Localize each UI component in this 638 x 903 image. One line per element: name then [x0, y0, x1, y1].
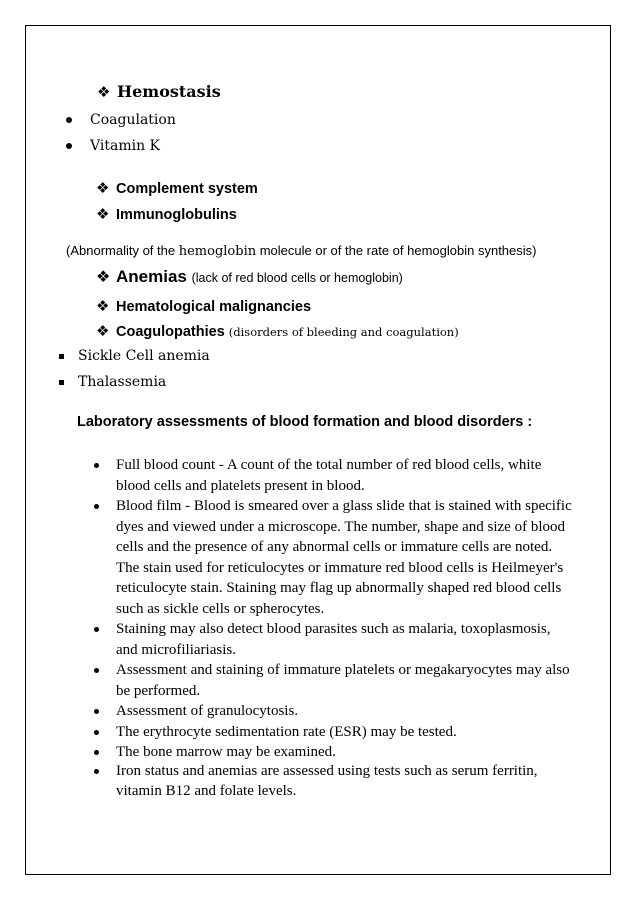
list-item	[92, 701, 572, 722]
list-item	[92, 722, 572, 743]
anemias-heading	[96, 267, 403, 287]
list-item-text: The erythrocyte sedimentation rate (ESR) may be tested.	[116, 723, 457, 740]
hematological-heading-text: Hematological malignancies	[116, 299, 312, 315]
hemostasis-heading-text: Hemostasis	[117, 82, 221, 101]
bullet-dot-icon	[94, 463, 99, 468]
abnormality-note-part3: molecule or of the rate of hemoglobin synthesis)	[256, 243, 537, 258]
anemias-desc: (lack of red blood cells or hemoglobin)	[191, 271, 403, 285]
immunoglobulins-heading	[96, 205, 237, 223]
complement-heading-text: Complement system	[116, 181, 258, 197]
diamond-bullet-icon: ❖	[96, 267, 111, 286]
list-item-text: Sickle Cell anemia	[78, 348, 210, 364]
diamond-bullet-icon: ❖	[96, 205, 110, 223]
square-bullet-icon	[59, 380, 64, 385]
list-item	[92, 742, 572, 763]
diamond-bullet-icon: ❖	[96, 179, 110, 197]
list-item	[66, 112, 176, 128]
list-item	[59, 374, 166, 390]
diamond-bullet-icon: ❖	[96, 322, 110, 340]
coagulopathies-title: Coagulopathies	[116, 324, 225, 340]
list-item-text: Coagulation	[90, 112, 176, 128]
bullet-dot-icon	[94, 750, 99, 755]
list-item-text: Staining may also detect blood parasites such as malaria, toxoplasmosis, and microfiliariasis.	[116, 621, 551, 658]
list-item	[92, 660, 572, 701]
list-item-text: Iron status and anemias are assessed using tests such as serum ferritin, vitamin B12 and folate levels.	[116, 762, 538, 799]
diamond-bullet-icon: ❖	[97, 83, 111, 101]
list-item-text: Full blood count - A count of the total number of red blood cells, white blood cells and platelets present in blood.	[116, 457, 542, 494]
coagulopathies-desc: (disorders of bleeding and coagulation)	[228, 325, 459, 339]
bullet-dot-icon	[94, 504, 99, 509]
bullet-dot-icon	[94, 627, 99, 632]
list-item	[59, 348, 210, 364]
list-item	[66, 138, 160, 154]
list-item-text: Vitamin K	[90, 138, 160, 154]
bullet-dot-icon	[66, 143, 72, 149]
list-item-text: Assessment of granulocytosis.	[116, 703, 299, 719]
list-item-text: The bone marrow may be examined.	[116, 744, 336, 760]
diamond-bullet-icon: ❖	[96, 297, 110, 315]
list-item-text: Thalassemia	[78, 374, 167, 390]
list-item	[92, 619, 572, 660]
bullet-dot-icon	[94, 730, 99, 735]
abnormality-note-part1: (Abnormality of the	[66, 243, 179, 258]
coagulopathies-heading	[96, 322, 459, 341]
bullet-dot-icon	[94, 769, 99, 774]
list-item	[92, 455, 572, 496]
list-item	[92, 496, 572, 619]
lab-heading: Laboratory assessments of blood formation and blood disorders :	[77, 414, 533, 430]
bullet-dot-icon	[94, 709, 99, 714]
abnormality-note-part2: hemoglobin	[178, 244, 257, 259]
immunoglobulins-heading-text: Immunoglobulins	[116, 207, 237, 223]
hemostasis-heading	[97, 82, 221, 101]
complement-heading	[96, 179, 258, 197]
lab-assessment-list	[92, 455, 572, 802]
bullet-dot-icon	[66, 117, 72, 123]
bullet-dot-icon	[94, 668, 99, 673]
anemias-title: Anemias	[116, 267, 187, 286]
abnormality-note	[66, 243, 536, 259]
list-item-text: Blood film - Blood is smeared over a glass slide that is stained with specific dyes and viewed under a microscope. The number, shape and size of blood cells and the presence of any abnormal cells or immature cells are noted. The stain used for reticulocytes or immature red blood cells is Heilmeyer's reticulocyte stain. Staining may flag up abnormally shaped red blood cells such as sickle cells or spherocytes.	[116, 498, 572, 617]
hematological-heading	[96, 297, 311, 315]
list-item-text: Assessment and staining of immature platelets or megakaryocytes may also be performed.	[116, 662, 570, 699]
square-bullet-icon	[59, 354, 64, 359]
list-item	[92, 761, 572, 802]
